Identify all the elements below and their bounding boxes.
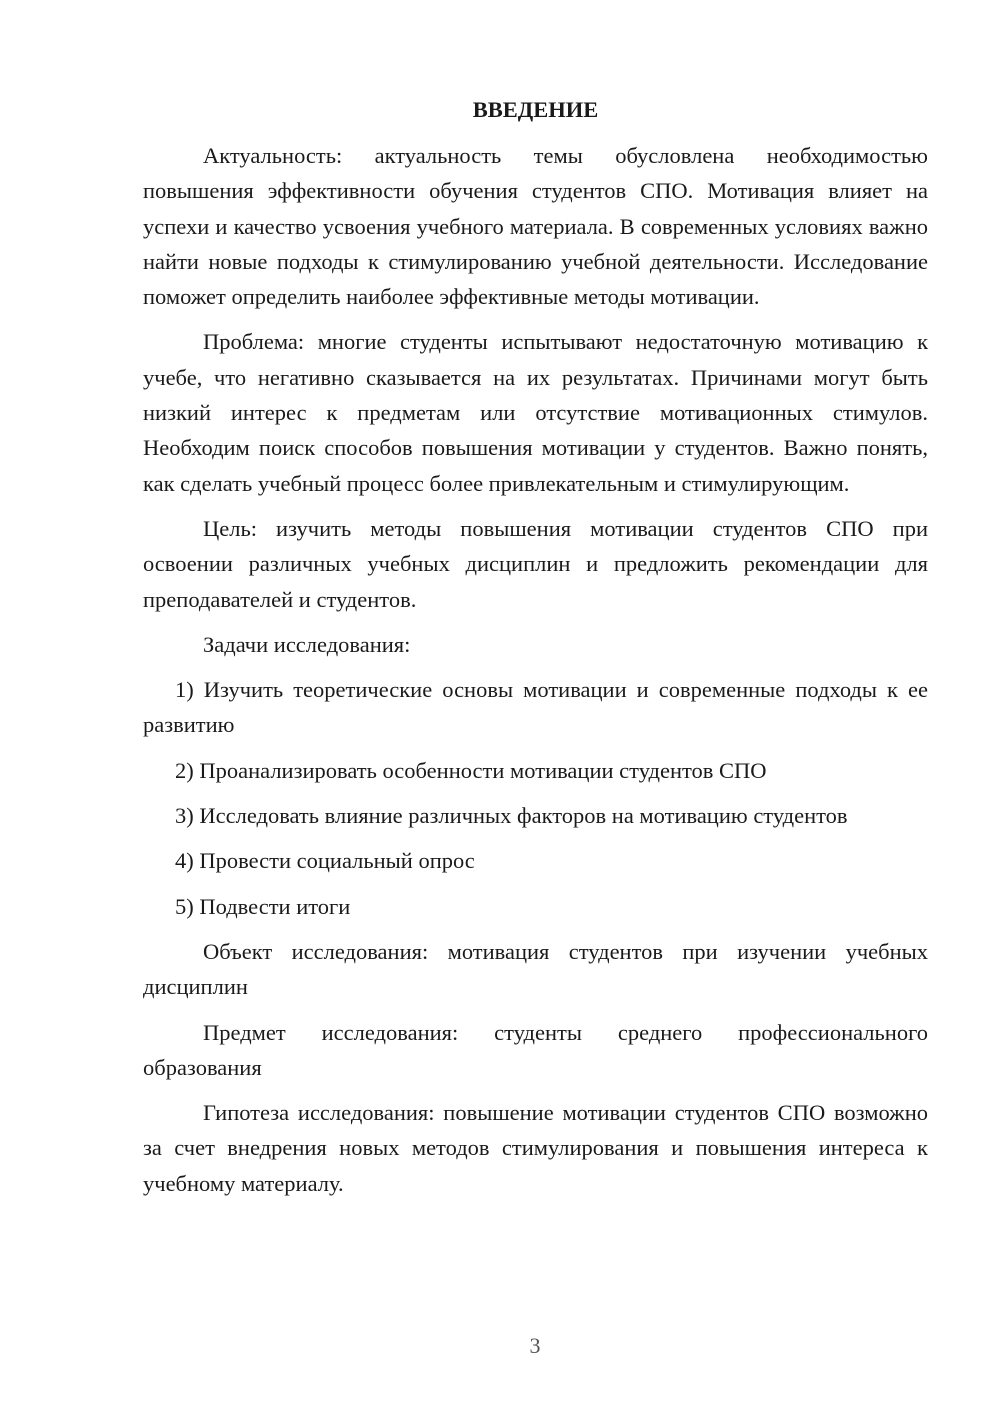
paragraph-subject: Предмет исследования: студенты среднего профессионального образования: [143, 1019, 928, 1080]
paragraph-hypothesis: Гипотеза исследования: повышение мотивации студентов СПО возможно за счет внедрения новых методов стимулирования и повышения интереса к учебному материалу.: [143, 1100, 928, 1196]
tasks-heading: Задачи исследования:: [203, 631, 411, 657]
list-item: 5) Подвести итоги: [175, 893, 351, 919]
paragraph-problem: Проблема: многие студенты испытывают недостаточную мотивацию к учебе, что негативно сказывается на их результатах. Причинами могут быть низкий интерес к предметам или отсутствие мотивационных стимулов. Необходим поиск способов повышения мотивации у студентов. Важно понять, как сделать учебный процесс более привлекательным и стимулирующим.: [143, 329, 928, 496]
list-item: 4) Провести социальный опрос: [175, 848, 475, 874]
list-item: 3) Исследовать влияние различных факторов на мотивацию студентов: [175, 803, 848, 829]
page-number: 3: [529, 1333, 541, 1358]
list-item: 2) Проанализировать особенности мотивации студентов СПО: [175, 757, 767, 783]
paragraph-object: Объект исследования: мотивация студентов при изучении учебных дисциплин: [143, 938, 928, 1000]
section-title: ВВЕДЕНИЕ: [472, 97, 599, 122]
paragraph-relevance: Актуальность: актуальность темы обусловлена необходимостью повышения эффективности обучения студентов СПО. Мотивация влияет на успехи и качество усвоения учебного материала. В современных условиях важно найти новые подходы к стимулированию учебной деятельности. Исследование поможет определить наиболее эффективные методы мотивации.: [143, 143, 928, 310]
paragraph-goal: Цель: изучить методы повышения мотивации студентов СПО при освоении различных учебных дисциплин и предложить рекомендации для преподавателей и студентов.: [143, 515, 928, 612]
list-item: 1) Изучить теоретические основы мотивации и современные подходы к ее развитию: [143, 677, 928, 738]
tasks-list: [143, 672, 928, 924]
page-content: [143, 92, 928, 1211]
